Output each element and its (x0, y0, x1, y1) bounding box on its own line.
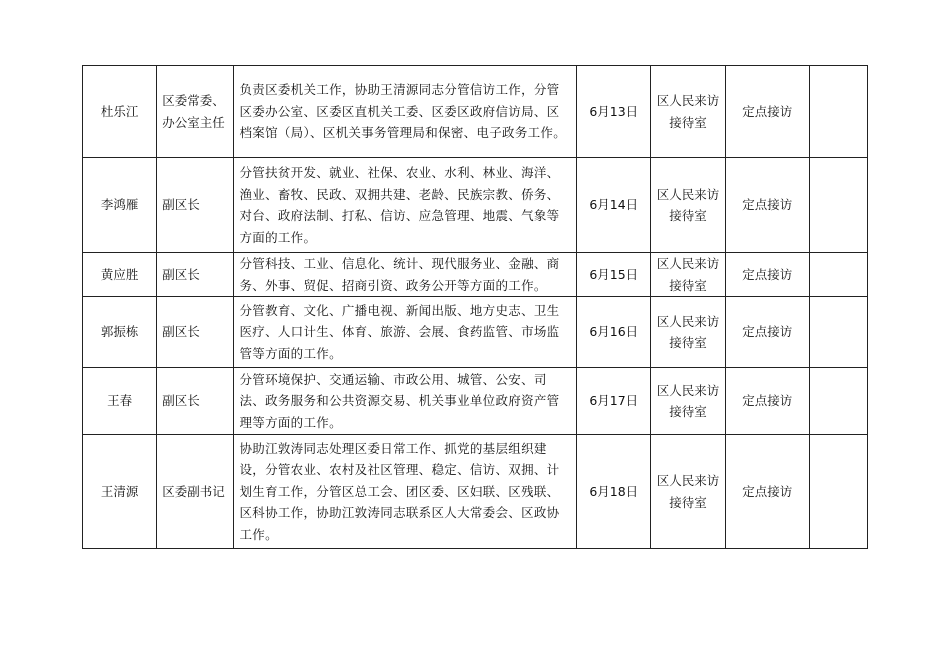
duties-description: 协助江敦涛同志处理区委日常工作、抓党的基层组织建设，分管农业、农村及社区管理、稳定、信访、双拥、计划生育工作，分管区总工会、团区委、区妇联、区残联、区科协工作，协助江敦涛同志联系区人大常委会、区政协工作。 (234, 435, 577, 549)
reception-mode: 定点接访 (725, 66, 809, 158)
table-row (83, 368, 868, 435)
official-name: 王春 (83, 368, 157, 435)
remarks-cell (809, 435, 867, 549)
reception-mode: 定点接访 (725, 368, 809, 435)
remarks-cell (809, 297, 867, 368)
reception-place: 区人民来访接待室 (651, 158, 725, 253)
reception-date: 6月15日 (577, 253, 651, 297)
official-title: 副区长 (157, 297, 234, 368)
duties-description: 分管科技、工业、信息化、统计、现代服务业、金融、商务、外事、贸促、招商引资、政务公开等方面的工作。 (234, 253, 577, 297)
reception-place: 区人民来访接待室 (651, 435, 725, 549)
reception-date: 6月13日 (577, 66, 651, 158)
official-name: 王清源 (83, 435, 157, 549)
reception-date: 6月16日 (577, 297, 651, 368)
table-row (83, 66, 868, 158)
table-row (83, 158, 868, 253)
reception-place: 区人民来访接待室 (651, 368, 725, 435)
reception-date: 6月14日 (577, 158, 651, 253)
duties-description: 分管教育、文化、广播电视、新闻出版、地方史志、卫生医疗、人口计生、体育、旅游、会展、食药监管、市场监管等方面的工作。 (234, 297, 577, 368)
remarks-cell (809, 368, 867, 435)
remarks-cell (809, 253, 867, 297)
reception-date: 6月18日 (577, 435, 651, 549)
remarks-cell (809, 158, 867, 253)
table-row (83, 297, 868, 368)
duties-description: 分管扶贫开发、就业、社保、农业、水利、林业、海洋、渔业、畜牧、民政、双拥共建、老龄、民族宗教、侨务、对台、政府法制、打私、信访、应急管理、地震、气象等方面的工作。 (234, 158, 577, 253)
official-title: 区委常委、办公室主任 (157, 66, 234, 158)
reception-mode: 定点接访 (725, 253, 809, 297)
reception-schedule-table (82, 65, 868, 549)
official-title: 副区长 (157, 158, 234, 253)
official-name: 黄应胜 (83, 253, 157, 297)
official-name: 郭振栋 (83, 297, 157, 368)
official-title: 副区长 (157, 253, 234, 297)
reception-date: 6月17日 (577, 368, 651, 435)
official-name: 杜乐江 (83, 66, 157, 158)
reception-place: 区人民来访接待室 (651, 66, 725, 158)
reception-place: 区人民来访接待室 (651, 253, 725, 297)
reception-mode: 定点接访 (725, 435, 809, 549)
official-name: 李鸿雁 (83, 158, 157, 253)
table-row (83, 435, 868, 549)
remarks-cell (809, 66, 867, 158)
duties-description: 分管环境保护、交通运输、市政公用、城管、公安、司法、政务服务和公共资源交易、机关事业单位政府资产管理等方面的工作。 (234, 368, 577, 435)
reception-mode: 定点接访 (725, 297, 809, 368)
reception-mode: 定点接访 (725, 158, 809, 253)
reception-place: 区人民来访接待室 (651, 297, 725, 368)
official-title: 副区长 (157, 368, 234, 435)
duties-description: 负责区委机关工作，协助王清源同志分管信访工作，分管区委办公室、区委区直机关工委、区委区政府信访局、区档案馆（局）、区机关事务管理局和保密、电子政务工作。 (234, 66, 577, 158)
official-title: 区委副书记 (157, 435, 234, 549)
table-row (83, 253, 868, 297)
